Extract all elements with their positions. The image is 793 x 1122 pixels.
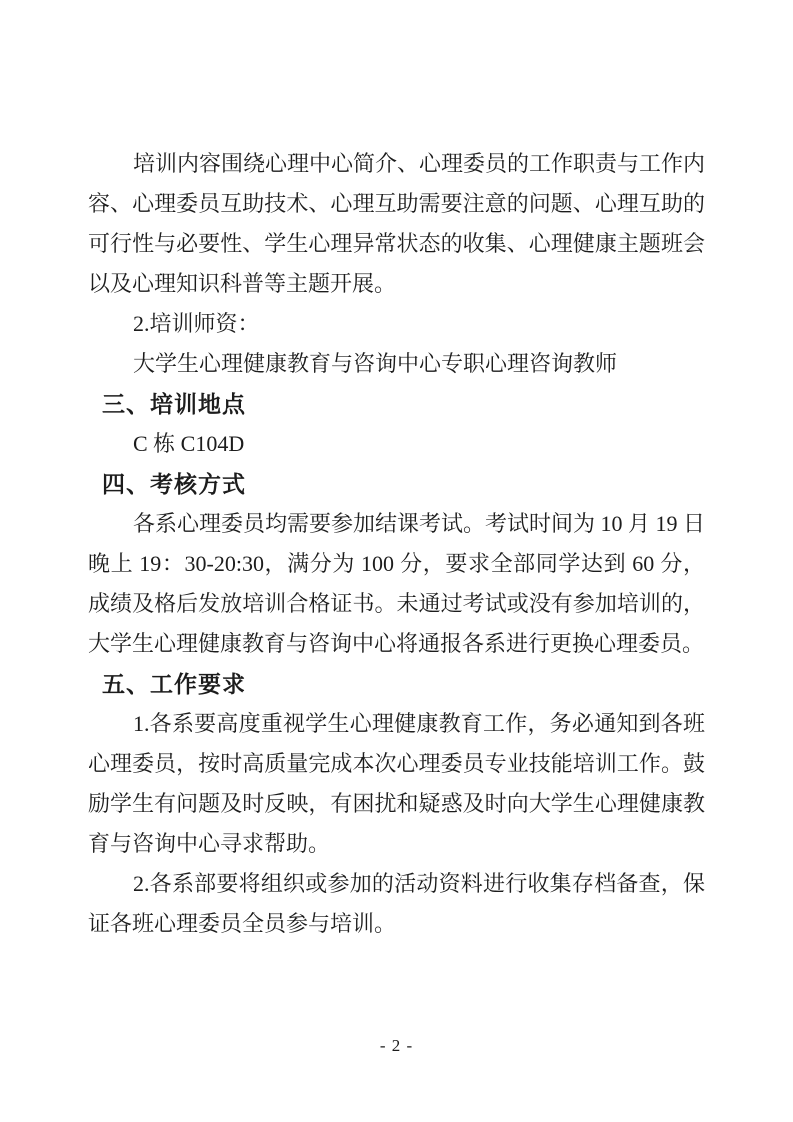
text-line: 各系心理委员均需要参加结课考试。考试时间为 10 月 19 日 (133, 511, 705, 536)
text-line: 可行性与必要性、学生心理异常状态的收集、心理健康主题班会 (88, 231, 705, 256)
section-heading: 三、培训地点 (102, 391, 246, 417)
text-line: 以及心理知识科普等主题开展。 (88, 271, 397, 296)
document-lines (88, 144, 705, 944)
section-heading: 五、工作要求 (102, 671, 246, 697)
text-line: 成绩及格后发放培训合格证书。未通过考试或没有参加培训的， (88, 591, 705, 616)
page-number: - 2 - (379, 1036, 414, 1055)
text-line: 大学生心理健康教育与咨询中心专职心理咨询教师 (133, 351, 618, 376)
text-line: 1.各系要高度重视学生心理健康教育工作，务必通知到各班 (133, 711, 705, 736)
text-line: 2.各系部要将组织或参加的活动资料进行收集存档备查，保 (133, 871, 705, 896)
text-line: 大学生心理健康教育与咨询中心将通报各系进行更换心理委员。 (88, 631, 705, 656)
text-line: 容、心理委员互助技术、心理互助需要注意的问题、心理互助的 (88, 191, 705, 216)
text-line: C 栋 C104D (133, 431, 245, 456)
text-line: 励学生有问题及时反映，有困扰和疑惑及时向大学生心理健康教 (88, 791, 705, 816)
text-line: 心理委员，按时高质量完成本次心理委员专业技能培训工作。鼓 (88, 751, 705, 776)
text-line: 培训内容围绕心理中心简介、心理委员的工作职责与工作内 (133, 151, 705, 176)
section-heading: 四、考核方式 (102, 471, 246, 497)
text-line: 2.培训师资： (133, 311, 260, 336)
text-line: 证各班心理委员全员参与培训。 (88, 911, 397, 936)
text-line: 晚上 19：30-20:30，满分为 100 分，要求全部同学达到 60 分， (88, 551, 705, 576)
text-line: 育与咨询中心寻求帮助。 (88, 831, 331, 856)
